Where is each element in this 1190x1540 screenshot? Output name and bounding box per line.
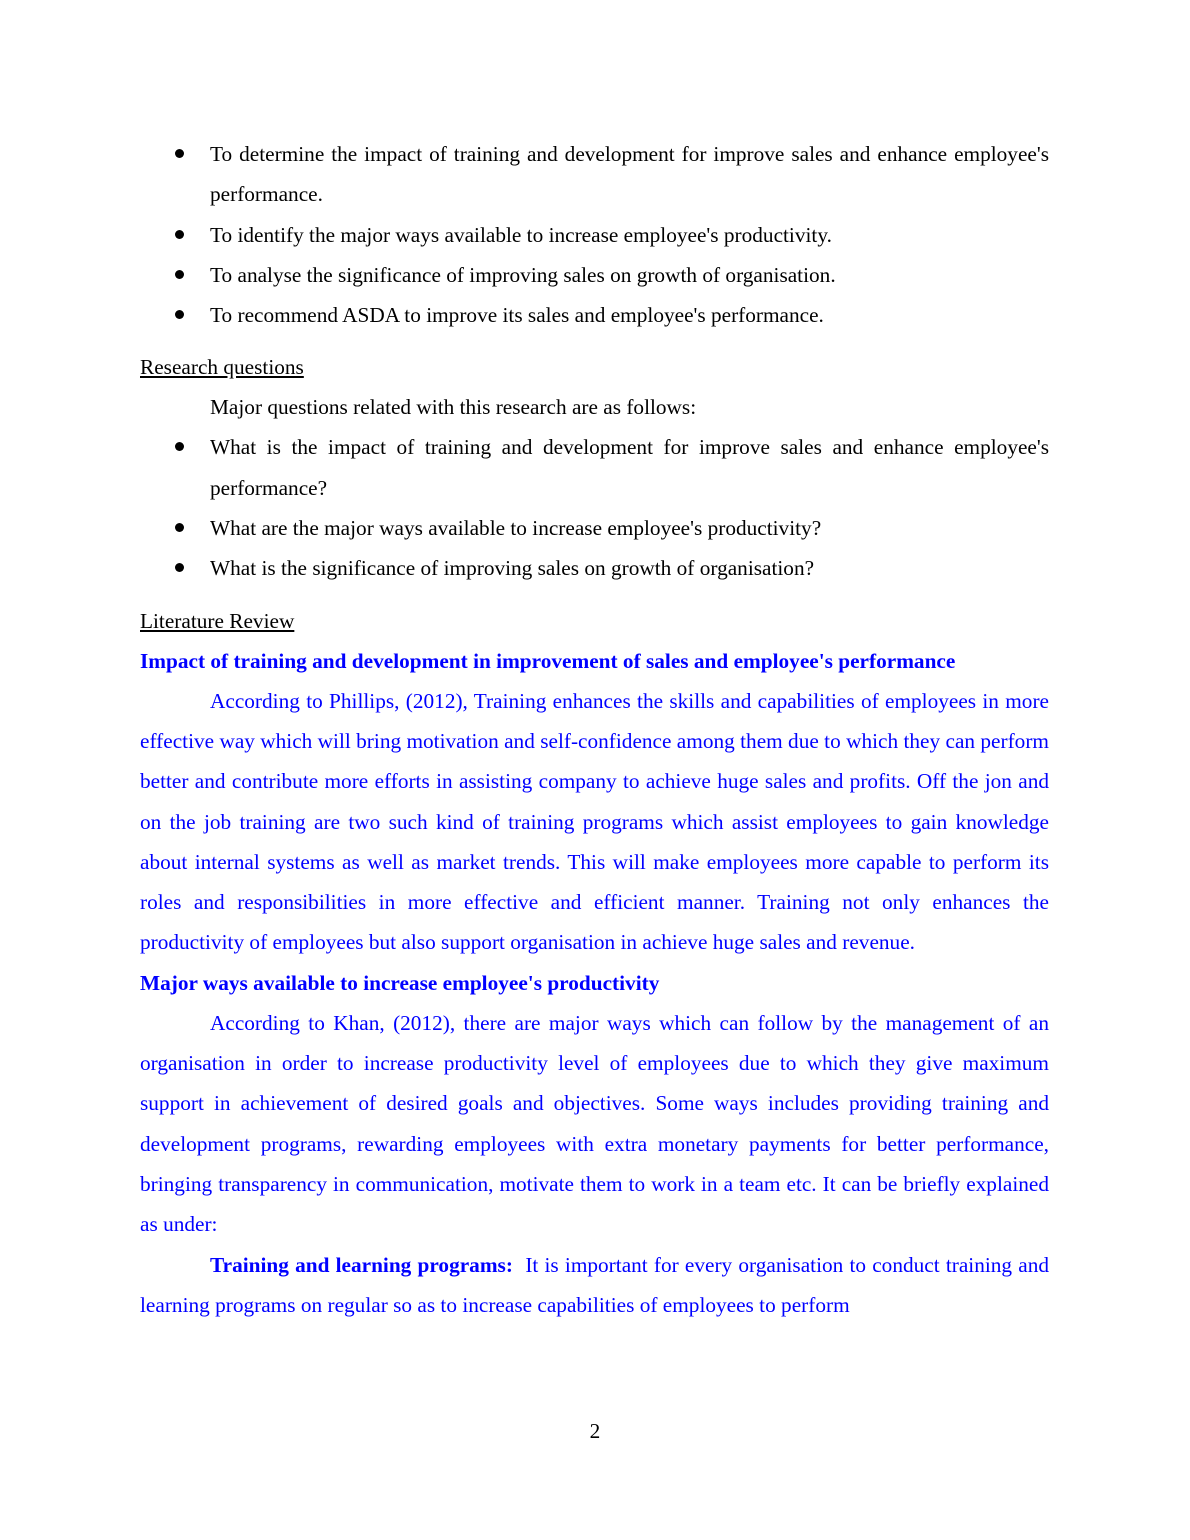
section-paragraph-productivity: According to Khan, (2012), there are major ways which can follow by the management of an organisation in order to increase productivity level of employees due to which they give maximum support in achievement of desired goals and objectives. Some ways includes providing training and development programs, rewarding employees with extra monetary payments for better performance, bringing transparency in communication, motivate them to work in a team etc. It can be briefly explained as under: — [140, 1010, 1049, 1237]
section-paragraph-impact: According to Phillips, (2012), Training enhances the skills and capabilities of employees in more effective way which will bring motivation and self-confidence among them due to which they can perform better and contribute more efforts in assisting company to achieve huge sales and profits. Off the jon and on the job training are two such kind of training programs which assist employees to gain knowledge about internal systems as well as market trends. This will make employees more capable to perform its roles and responsibilities in more effective and efficient manner. Training not only enhances the productivity of employees but also support organisation in achieve huge sales and revenue. — [140, 688, 1049, 955]
question-text: What is the impact of training and development for improve sales and enhance employee's performance? — [210, 435, 1049, 500]
list-item — [140, 295, 1049, 335]
objective-text: To recommend ASDA to improve its sales and employee's performance. — [210, 303, 824, 328]
list-item — [140, 548, 1049, 588]
question-text: What is the significance of improving sales on growth of organisation? — [210, 556, 815, 581]
training-programs-text: It is important for every organisation to conduct training and learning programs on regular so as to increase capabilities of employees to perform — [140, 1252, 1055, 1317]
research-questions-intro: Major questions related with this research are as follows: — [210, 395, 697, 420]
objective-text: To identify the major ways available to increase employee's productivity. — [210, 222, 832, 247]
objective-text: To determine the impact of training and development for improve sales and enhance employee's performance. — [210, 142, 1049, 207]
objective-text: To analyse the significance of improving sales on growth of organisation. — [210, 262, 836, 287]
training-programs-lead: Training and learning programs: — [210, 1252, 513, 1277]
question-text: What are the major ways available to increase employee's productivity? — [210, 516, 822, 541]
bullet-icon — [175, 270, 184, 279]
literature-review-heading: Literature Review — [140, 608, 295, 633]
research-questions-list — [140, 427, 1049, 588]
bullet-icon — [175, 563, 184, 572]
list-item — [140, 215, 1049, 255]
page-number: 2 — [589, 1419, 601, 1443]
bullet-icon — [175, 310, 184, 319]
list-item — [140, 427, 1049, 508]
section-title-impact: Impact of training and development in improvement of sales and employee's performance — [140, 648, 956, 673]
bullet-icon — [175, 442, 184, 451]
bullet-icon — [175, 230, 184, 239]
objectives-list — [140, 134, 1049, 335]
list-item — [140, 255, 1049, 295]
training-programs-paragraph — [140, 1245, 1055, 1326]
section-title-productivity: Major ways available to increase employee's productivity — [140, 970, 660, 995]
document-page — [140, 134, 1055, 1325]
research-questions-heading: Research questions — [140, 355, 304, 380]
bullet-icon — [175, 523, 184, 532]
list-item — [140, 134, 1049, 215]
list-item — [140, 508, 1049, 548]
bullet-icon — [175, 149, 184, 158]
